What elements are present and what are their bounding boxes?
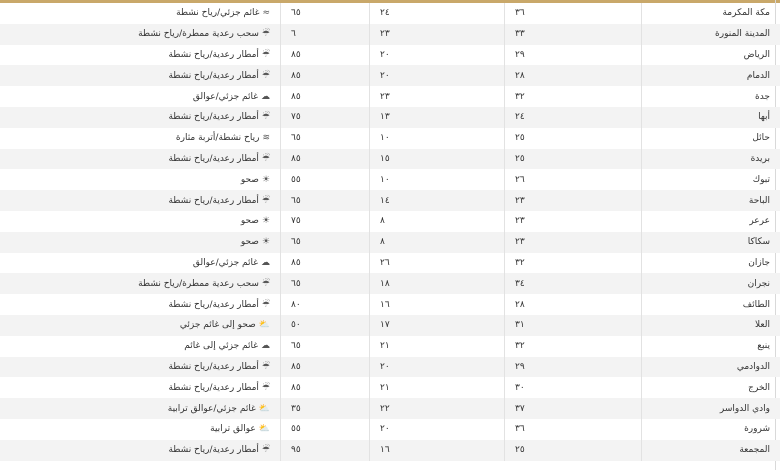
wind-icon: ≈ bbox=[262, 8, 270, 19]
condition-cell bbox=[0, 336, 281, 357]
condition-text: أمطار رعدية/رياح نشطة bbox=[168, 299, 259, 310]
condition-cell bbox=[0, 253, 281, 274]
table-row bbox=[0, 232, 780, 253]
condition-text: أمطار رعدية/رياح نشطة bbox=[168, 153, 259, 164]
min-temp-cell: ١٣ bbox=[370, 107, 505, 128]
min-temp-cell: ١٥ bbox=[370, 149, 505, 170]
condition-text: صحو إلى غائم جزئي bbox=[179, 320, 256, 331]
condition-text: أمطار رعدية/رياح نشطة bbox=[168, 195, 259, 206]
humidity-cell: ٥٥ bbox=[281, 169, 370, 190]
haze-icon: ☁ bbox=[261, 257, 270, 268]
min-temp-cell: ٢٣ bbox=[370, 86, 505, 107]
city-cell: الدوادمي bbox=[642, 357, 780, 378]
table-row bbox=[0, 45, 780, 66]
condition-text: غائم جزئي/رياح نشطة bbox=[176, 8, 260, 19]
max-temp-cell: ٣١ bbox=[505, 315, 642, 336]
condition-text: صحو bbox=[240, 237, 259, 248]
min-temp-cell: ٢٠ bbox=[370, 45, 505, 66]
city-cell: الباحة bbox=[642, 190, 780, 211]
humidity-cell: ٦٥ bbox=[281, 3, 370, 24]
table-row bbox=[0, 357, 780, 378]
min-temp-cell: ١٨ bbox=[370, 273, 505, 294]
max-temp-cell: ٣٧ bbox=[505, 398, 642, 419]
rain-icon: ☔ bbox=[261, 361, 270, 372]
city-cell: وادي الدواسر bbox=[642, 398, 780, 419]
min-temp-cell: ١٠ bbox=[370, 169, 505, 190]
max-temp-cell: ٢٤ bbox=[505, 107, 642, 128]
partly-cloudy-icon: ⛅ bbox=[258, 424, 270, 435]
humidity-cell: ٥٠ bbox=[281, 315, 370, 336]
condition-cell bbox=[0, 107, 281, 128]
min-temp-cell: ٨ bbox=[370, 232, 505, 253]
humidity-cell: ٨٥ bbox=[281, 65, 370, 86]
table-row bbox=[0, 128, 780, 149]
min-temp-cell: ٢٢ bbox=[370, 398, 505, 419]
condition-cell bbox=[0, 273, 281, 294]
condition-text: سحب رعدية ممطرة/رياح نشطة bbox=[138, 29, 259, 40]
max-temp-cell: ٢٥ bbox=[505, 440, 642, 461]
max-temp-cell: ٢٥ bbox=[505, 128, 642, 149]
rain-icon: ☔ bbox=[261, 278, 270, 289]
humidity-cell: ٨٠ bbox=[281, 294, 370, 315]
city-cell: الطائف bbox=[642, 294, 780, 315]
table-row bbox=[0, 3, 780, 24]
table-row bbox=[0, 190, 780, 211]
city-cell: الخرج bbox=[642, 377, 780, 398]
city-cell: جازان bbox=[642, 253, 780, 274]
condition-cell bbox=[0, 3, 281, 24]
condition-text: غائم جزئي إلى غائم bbox=[184, 341, 258, 352]
min-temp-cell: ١٦ bbox=[370, 440, 505, 461]
max-temp-cell: ٣٦ bbox=[505, 3, 642, 24]
max-temp-cell: ٢٨ bbox=[505, 294, 642, 315]
max-temp-cell: ٣٣ bbox=[505, 24, 642, 45]
humidity-cell: ٨٥ bbox=[281, 45, 370, 66]
condition-text: غائم جزئي/عوالق ترابية bbox=[167, 403, 256, 414]
humidity-cell: ٦ bbox=[281, 24, 370, 45]
min-temp-cell: ١٤ bbox=[370, 190, 505, 211]
condition-cell bbox=[0, 190, 281, 211]
condition-text: غائم جزئي/عوالق bbox=[192, 257, 258, 268]
cloud-icon: ☁ bbox=[261, 341, 270, 352]
rain-icon: ☔ bbox=[261, 382, 270, 393]
table-row bbox=[0, 107, 780, 128]
condition-text: أمطار رعدية/رياح نشطة bbox=[168, 70, 259, 81]
min-temp-cell: ١٠ bbox=[370, 128, 505, 149]
max-temp-cell: ٣٢ bbox=[505, 86, 642, 107]
city-cell: سكاكا bbox=[642, 232, 780, 253]
humidity-cell: ٨٥ bbox=[281, 86, 370, 107]
humidity-cell: ٦٥ bbox=[281, 128, 370, 149]
city-cell: حائل bbox=[642, 128, 780, 149]
partly-cloudy-icon: ⛅ bbox=[258, 403, 270, 414]
condition-text: أمطار رعدية/رياح نشطة bbox=[168, 445, 259, 456]
condition-text: صحو bbox=[240, 174, 259, 185]
condition-cell bbox=[0, 24, 281, 45]
rain-icon: ☔ bbox=[261, 49, 270, 60]
condition-text: عوالق ترابية bbox=[210, 424, 256, 435]
max-temp-cell: ٢٩ bbox=[505, 357, 642, 378]
max-temp-cell: ٢٥ bbox=[505, 149, 642, 170]
condition-text: رياح نشطة/أتربة مثارة bbox=[175, 133, 260, 144]
min-temp-cell: ٢٤ bbox=[370, 3, 505, 24]
table-row bbox=[0, 336, 780, 357]
humidity-cell: ٦٥ bbox=[281, 336, 370, 357]
condition-cell bbox=[0, 440, 281, 461]
rain-icon: ☔ bbox=[261, 29, 270, 40]
table-row bbox=[0, 315, 780, 336]
min-temp-cell: ٨ bbox=[370, 211, 505, 232]
condition-cell bbox=[0, 398, 281, 419]
table-row bbox=[0, 24, 780, 45]
sun-icon: ☀ bbox=[261, 216, 270, 227]
max-temp-cell: ٢٣ bbox=[505, 190, 642, 211]
condition-text: صحو bbox=[240, 216, 259, 227]
condition-cell bbox=[0, 211, 281, 232]
humidity-cell: ٥٥ bbox=[281, 419, 370, 440]
city-cell: تبوك bbox=[642, 169, 780, 190]
table-row bbox=[0, 65, 780, 86]
humidity-cell: ٧٥ bbox=[281, 107, 370, 128]
haze-icon: ☁ bbox=[261, 91, 270, 102]
table-row bbox=[0, 273, 780, 294]
city-cell: نجران bbox=[642, 273, 780, 294]
city-cell: عرعر bbox=[642, 211, 780, 232]
city-cell: المدينة المنورة bbox=[642, 24, 780, 45]
humidity-cell: ٧٥ bbox=[281, 211, 370, 232]
max-temp-cell: ٢٣ bbox=[505, 232, 642, 253]
partly-cloudy-icon: ⛅ bbox=[258, 320, 270, 331]
humidity-cell: ٦٥ bbox=[281, 273, 370, 294]
max-temp-cell: ٣٦ bbox=[505, 419, 642, 440]
min-temp-cell: ٢٠ bbox=[370, 357, 505, 378]
city-cell: مكة المكرمة bbox=[642, 3, 780, 24]
condition-cell bbox=[0, 232, 281, 253]
humidity-cell: ٨٥ bbox=[281, 377, 370, 398]
condition-text: أمطار رعدية/رياح نشطة bbox=[168, 49, 259, 60]
min-temp-cell: ٢١ bbox=[370, 336, 505, 357]
condition-cell bbox=[0, 315, 281, 336]
max-temp-cell: ٢٦ bbox=[505, 169, 642, 190]
max-temp-cell: ٢٣ bbox=[505, 211, 642, 232]
min-temp-cell: ٢٠ bbox=[370, 65, 505, 86]
table-row bbox=[0, 294, 780, 315]
humidity-cell: ٨٥ bbox=[281, 149, 370, 170]
condition-text: أمطار رعدية/رياح نشطة bbox=[168, 382, 259, 393]
table-row bbox=[0, 149, 780, 170]
rain-icon: ☔ bbox=[261, 153, 270, 164]
min-temp-cell: ٢١ bbox=[370, 377, 505, 398]
rain-icon: ☔ bbox=[261, 445, 270, 456]
min-temp-cell: ١٦ bbox=[370, 294, 505, 315]
condition-cell bbox=[0, 86, 281, 107]
city-cell: ينبع bbox=[642, 336, 780, 357]
weather-table-body bbox=[0, 3, 780, 461]
rain-icon: ☔ bbox=[261, 299, 270, 310]
condition-cell bbox=[0, 169, 281, 190]
condition-cell bbox=[0, 419, 281, 440]
min-temp-cell: ٢٦ bbox=[370, 253, 505, 274]
humidity-cell: ٩٥ bbox=[281, 440, 370, 461]
min-temp-cell: ١٧ bbox=[370, 315, 505, 336]
min-temp-cell: ٢٣ bbox=[370, 24, 505, 45]
sun-icon: ☀ bbox=[261, 237, 270, 248]
humidity-cell: ٦٥ bbox=[281, 190, 370, 211]
table-row bbox=[0, 398, 780, 419]
condition-cell bbox=[0, 357, 281, 378]
city-cell: الرياض bbox=[642, 45, 780, 66]
humidity-cell: ٦٥ bbox=[281, 232, 370, 253]
condition-cell bbox=[0, 149, 281, 170]
humidity-cell: ٣٥ bbox=[281, 398, 370, 419]
max-temp-cell: ٣٠ bbox=[505, 377, 642, 398]
city-cell: أبها bbox=[642, 107, 780, 128]
max-temp-cell: ٣٢ bbox=[505, 336, 642, 357]
city-cell: شرورة bbox=[642, 419, 780, 440]
humidity-cell: ٨٥ bbox=[281, 357, 370, 378]
condition-cell bbox=[0, 128, 281, 149]
sun-icon: ☀ bbox=[261, 174, 270, 185]
rain-icon: ☔ bbox=[261, 195, 270, 206]
condition-text: غائم جزئي/عوالق bbox=[192, 91, 258, 102]
condition-text: أمطار رعدية/رياح نشطة bbox=[168, 361, 259, 372]
city-cell: بريدة bbox=[642, 149, 780, 170]
condition-text: أمطار رعدية/رياح نشطة bbox=[168, 112, 259, 123]
max-temp-cell: ٢٨ bbox=[505, 65, 642, 86]
condition-cell bbox=[0, 377, 281, 398]
table-row bbox=[0, 419, 780, 440]
condition-cell bbox=[0, 294, 281, 315]
condition-cell bbox=[0, 65, 281, 86]
condition-text: سحب رعدية ممطرة/رياح نشطة bbox=[138, 278, 259, 289]
max-temp-cell: ٣٤ bbox=[505, 273, 642, 294]
condition-cell bbox=[0, 45, 281, 66]
max-temp-cell: ٣٢ bbox=[505, 253, 642, 274]
city-cell: المجمعة bbox=[642, 440, 780, 461]
table-row bbox=[0, 211, 780, 232]
max-temp-cell: ٢٩ bbox=[505, 45, 642, 66]
table-row bbox=[0, 86, 780, 107]
table-row bbox=[0, 377, 780, 398]
weather-table bbox=[0, 3, 780, 461]
rain-icon: ☔ bbox=[261, 112, 270, 123]
dust-icon: ≋ bbox=[262, 133, 270, 144]
humidity-cell: ٨٥ bbox=[281, 253, 370, 274]
city-cell: الدمام bbox=[642, 65, 780, 86]
min-temp-cell: ٢٠ bbox=[370, 419, 505, 440]
city-cell: جدة bbox=[642, 86, 780, 107]
city-cell: العلا bbox=[642, 315, 780, 336]
table-row bbox=[0, 169, 780, 190]
table-row bbox=[0, 253, 780, 274]
table-row bbox=[0, 440, 780, 461]
rain-icon: ☔ bbox=[261, 70, 270, 81]
